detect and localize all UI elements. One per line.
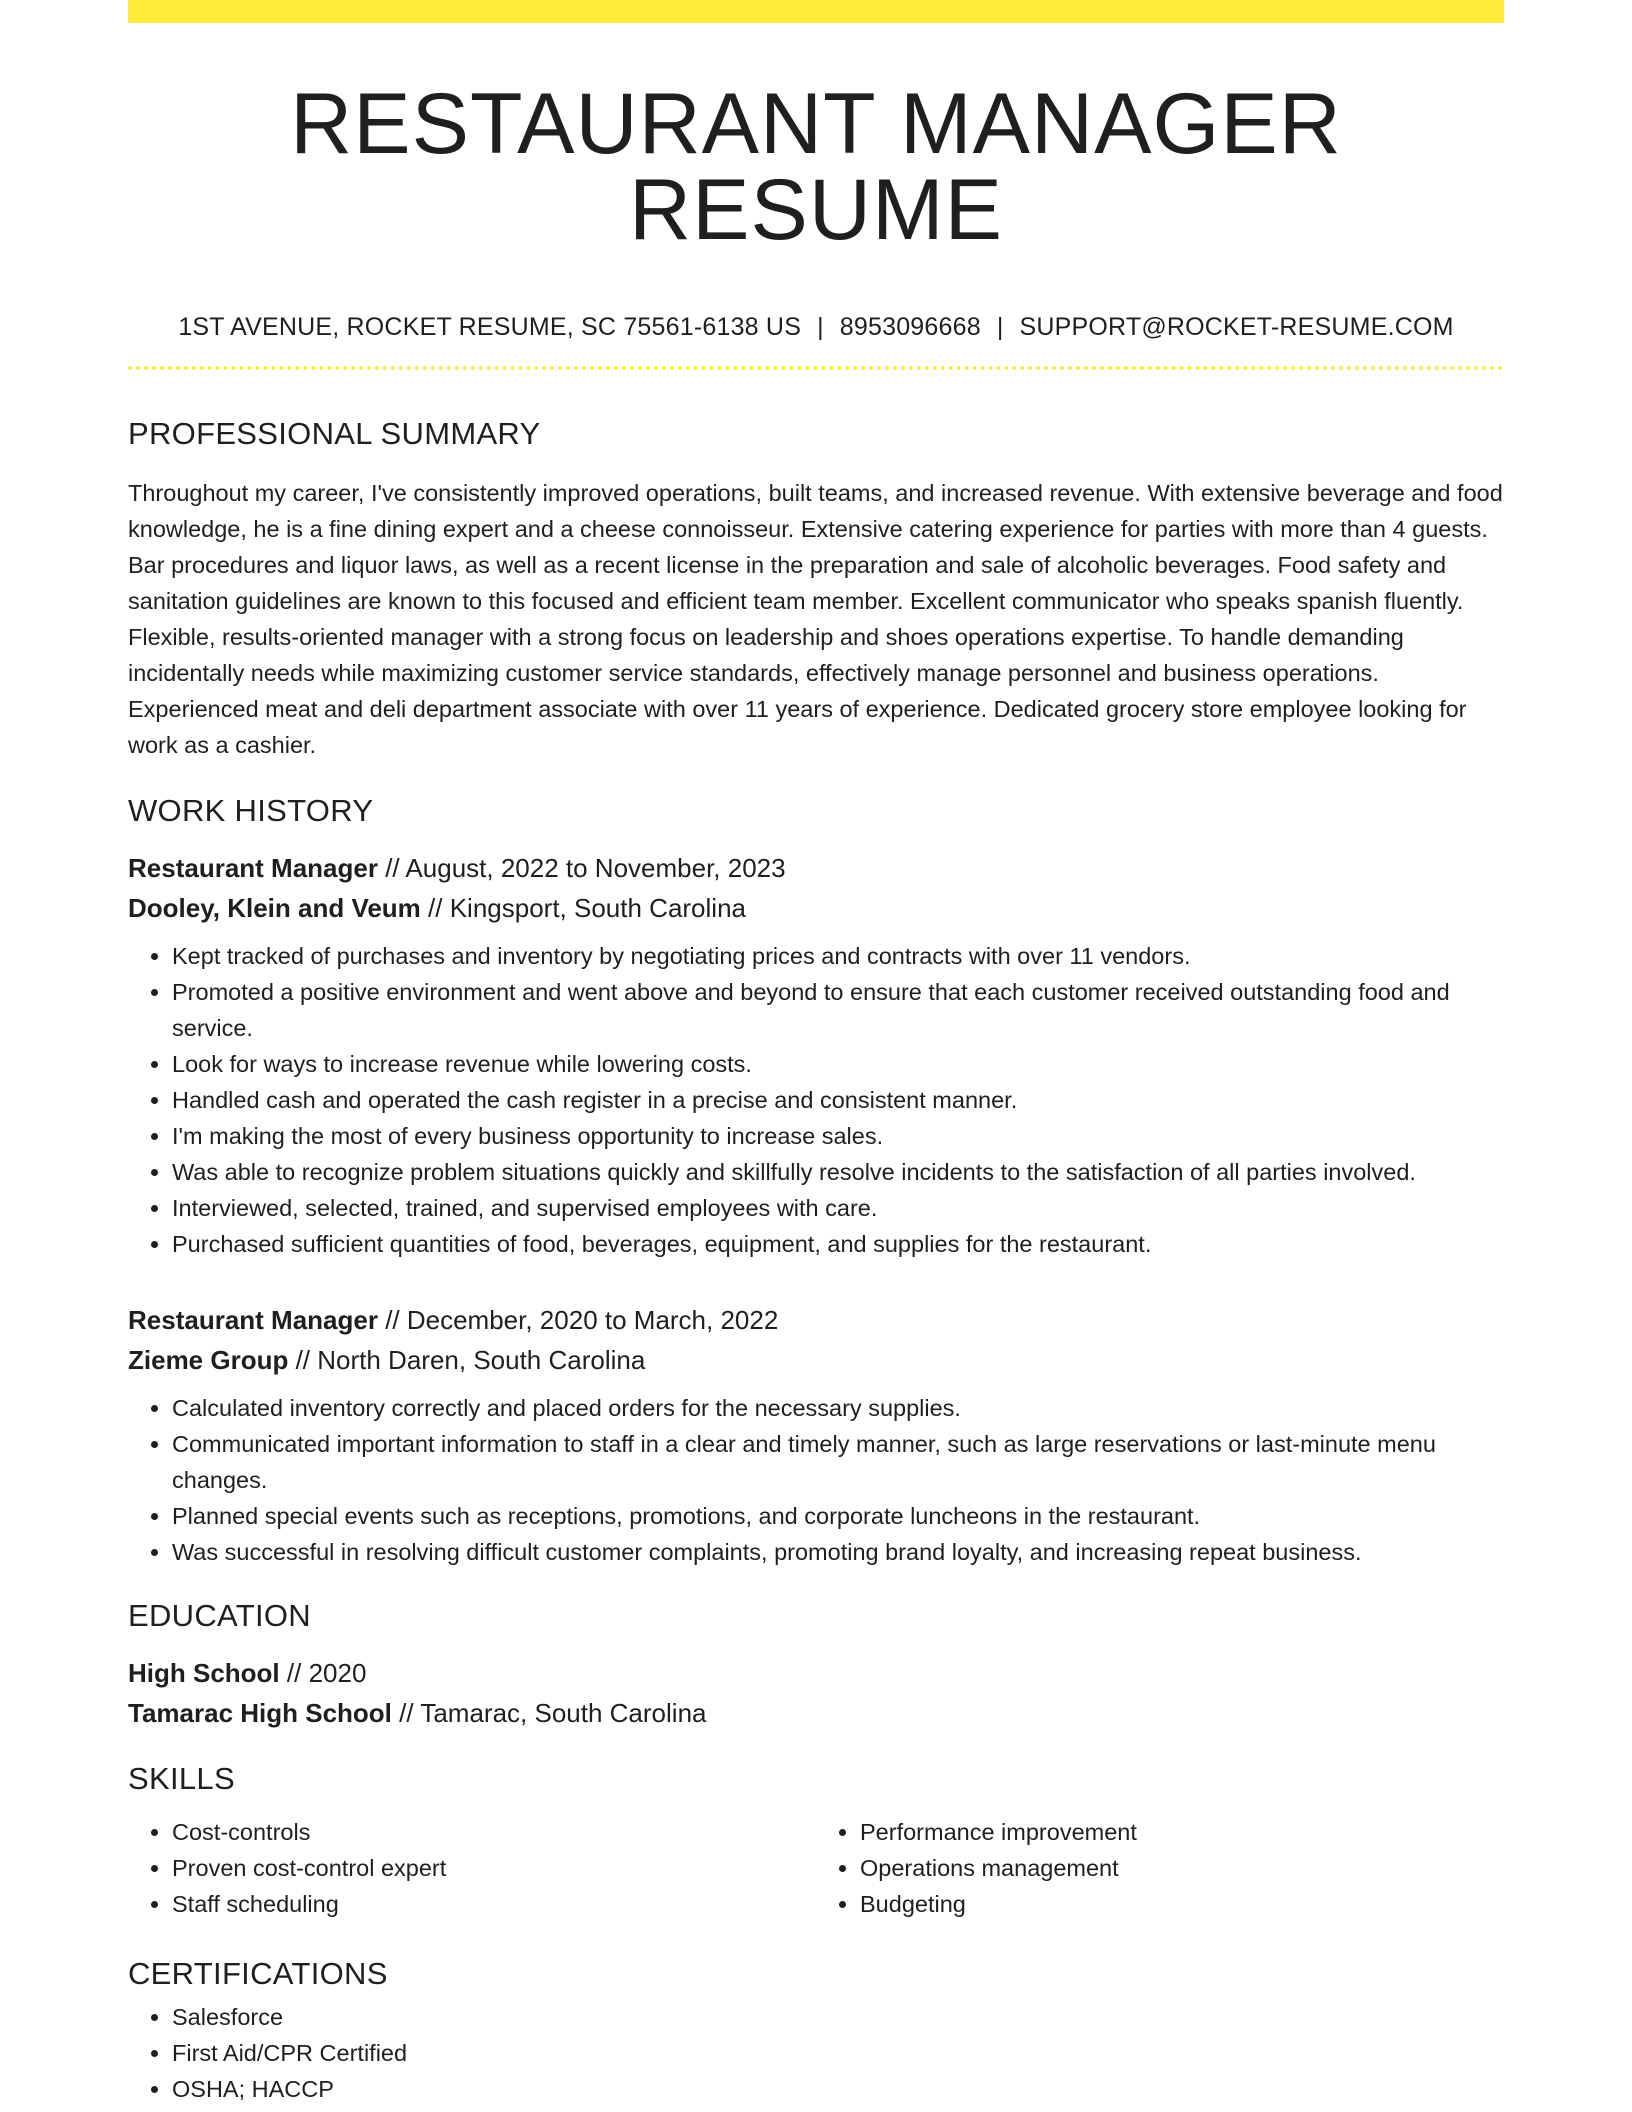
list-item: • Staff scheduling bbox=[172, 1886, 816, 1922]
list-item: • Was successful in resolving difficult customer complaints, promoting brand loyalty, and increasing repeat business. bbox=[172, 1534, 1504, 1570]
contact-line bbox=[128, 315, 1504, 340]
list-item: • Kept tracked of purchases and inventory by negotiating prices and contracts with over 11 vendors. bbox=[172, 938, 1504, 974]
list-item: • Was able to recognize problem situations quickly and skillfully resolve incidents to the satisfaction of all parties involved. bbox=[172, 1154, 1504, 1190]
school-name: Tamarac High School bbox=[128, 1698, 392, 1728]
list-item: • Cost-controls bbox=[172, 1814, 816, 1850]
job-dates: // August, 2022 to November, 2023 bbox=[377, 853, 786, 883]
graduation-year: // 2020 bbox=[279, 1658, 367, 1688]
skills-heading: SKILLS bbox=[128, 1761, 235, 1796]
list-item: • Operations management bbox=[860, 1850, 1504, 1886]
school-location: // Tamarac, South Carolina bbox=[391, 1698, 707, 1728]
summary-heading: PROFESSIONAL SUMMARY bbox=[128, 416, 541, 451]
education-heading: EDUCATION bbox=[128, 1598, 311, 1633]
list-item: • Promoted a positive environment and went above and beyond to ensure that each customer received outstanding food and service. bbox=[172, 974, 1504, 1046]
resume-page bbox=[128, 0, 1504, 2107]
skills-left-list bbox=[128, 1814, 816, 1922]
job-bullets bbox=[128, 1390, 1504, 1570]
list-item: • OSHA; HACCP bbox=[172, 2071, 1504, 2107]
separator: | bbox=[996, 313, 1004, 341]
list-item: • Calculated inventory correctly and placed orders for the necessary supplies. bbox=[172, 1390, 1504, 1426]
job-company-line bbox=[128, 888, 1504, 928]
job-company-line bbox=[128, 1340, 1504, 1380]
list-item: • Communicated important information to staff in a clear and timely manner, such as large reservations or last-minute menu changes. bbox=[172, 1426, 1504, 1498]
list-item: • Performance improvement bbox=[860, 1814, 1504, 1850]
job-title-line bbox=[128, 1300, 1504, 1340]
job-company: Dooley, Klein and Veum bbox=[128, 893, 421, 923]
job-dates: // December, 2020 to March, 2022 bbox=[377, 1305, 779, 1335]
list-item: • Salesforce bbox=[172, 1999, 1504, 2035]
education-entry bbox=[128, 1653, 1504, 1733]
job-location: // North Daren, South Carolina bbox=[288, 1345, 646, 1375]
list-item: • I'm making the most of every business opportunity to increase sales. bbox=[172, 1118, 1504, 1154]
job-entry bbox=[128, 848, 1504, 1262]
phone: 8953096668 bbox=[839, 313, 981, 341]
resume-title: RESTAURANT MANAGER RESUME bbox=[290, 76, 1342, 258]
summary-text: Throughout my career, I've consistently improved operations, built teams, and increased revenue. With extensive beverage and food knowledge, he is a fine dining expert and a cheese connoisseur. Extensive catering experience for parties with more than 4 guests. Bar procedures and liquor laws, as well as a recent license in the preparation and sale of alcoholic beverages. Food safety and sanitation guidelines are known to this focused and efficient team member. Excellent communicator who speaks spanish fluently. Flexible, results-oriented manager with a strong focus on leadership and shoes operations expertise. To handle demanding incidentally needs while maximizing customer service standards, effectively manage personnel and business operations. Experienced meat and deli department associate with over 11 years of experience. Dedicated grocery store employee looking for work as a cashier. bbox=[128, 480, 1503, 758]
certifications-list bbox=[128, 1999, 1504, 2107]
job-title: Restaurant Manager bbox=[128, 853, 378, 883]
list-item: • First Aid/CPR Certified bbox=[172, 2035, 1504, 2071]
email: SUPPORT@ROCKET-RESUME.COM bbox=[1019, 313, 1454, 341]
separator: | bbox=[817, 313, 824, 341]
dotted-divider bbox=[128, 366, 1504, 370]
certifications-heading: CERTIFICATIONS bbox=[128, 1956, 388, 1991]
job-location: // Kingsport, South Carolina bbox=[420, 893, 746, 923]
list-item: • Handled cash and operated the cash register in a precise and consistent manner. bbox=[172, 1082, 1504, 1118]
skills-right-list bbox=[816, 1814, 1504, 1922]
list-item: • Budgeting bbox=[860, 1886, 1504, 1922]
list-item: • Planned special events such as receptions, promotions, and corporate luncheons in the restaurant. bbox=[172, 1498, 1504, 1534]
job-title: Restaurant Manager bbox=[128, 1305, 378, 1335]
school-line bbox=[128, 1693, 1504, 1733]
address: 1ST AVENUE, ROCKET RESUME, SC 75561-6138 US bbox=[178, 313, 802, 341]
list-item: • Look for ways to increase revenue while lowering costs. bbox=[172, 1046, 1504, 1082]
job-title-line bbox=[128, 848, 1504, 888]
list-item: • Interviewed, selected, trained, and supervised employees with care. bbox=[172, 1190, 1504, 1226]
degree-line bbox=[128, 1653, 1504, 1693]
job-bullets bbox=[128, 938, 1504, 1262]
job-company: Zieme Group bbox=[128, 1345, 289, 1375]
work-history-heading: WORK HISTORY bbox=[128, 793, 374, 828]
skills-columns bbox=[128, 1814, 1504, 1922]
list-item: • Purchased sufficient quantities of food, beverages, equipment, and supplies for the restaurant. bbox=[172, 1226, 1504, 1262]
degree: High School bbox=[128, 1658, 280, 1688]
list-item: • Proven cost-control expert bbox=[172, 1850, 816, 1886]
top-accent-bar bbox=[128, 0, 1504, 23]
job-entry bbox=[128, 1300, 1504, 1570]
